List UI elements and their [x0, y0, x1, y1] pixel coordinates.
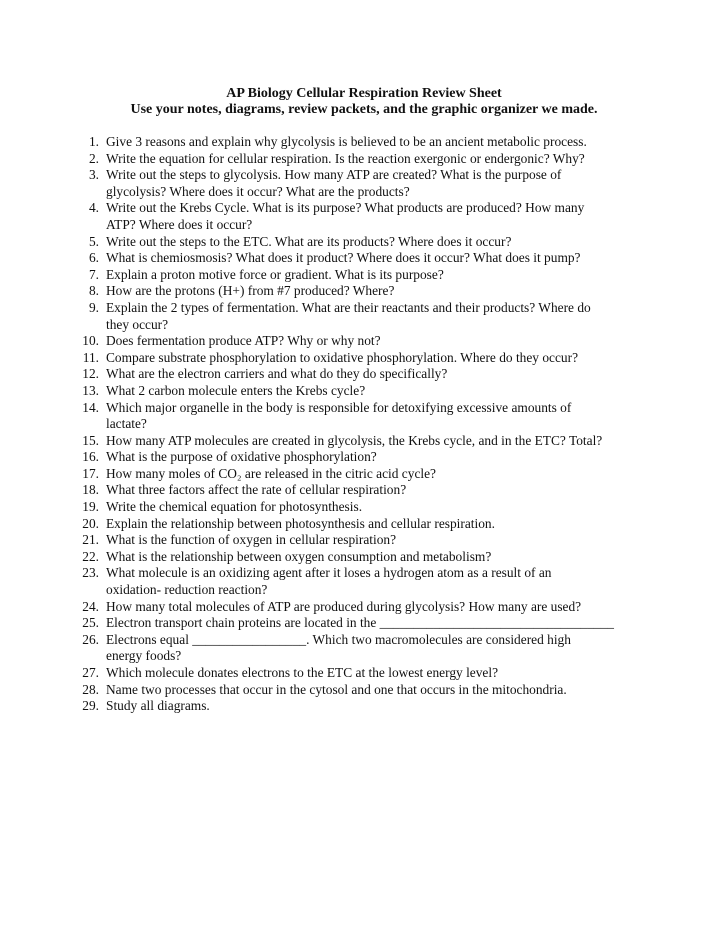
question-text-line: What 2 carbon molecule enters the Krebs cycle? [106, 382, 366, 398]
question-number: 14. [82, 399, 99, 415]
question-text [106, 250, 648, 267]
question-number: 5. [88, 233, 99, 249]
question-item [78, 549, 648, 566]
question-text-line: Name two processes that occur in the cytosol and one that occurs in the mitochondria. [106, 681, 567, 697]
question-text-line: Explain the 2 types of fermentation. What are their reactants and their products? Where do [106, 299, 591, 315]
question-text [106, 134, 648, 151]
worksheet-subtitle: Use your notes, diagrams, review packets, and the graphic organizer we made. [130, 102, 598, 117]
question-text [106, 532, 648, 549]
question-text-line: Which molecule donates electrons to the ETC at the lowest energy level? [106, 665, 499, 680]
question-number: 1. [88, 134, 99, 149]
question-text [106, 167, 648, 200]
question-text-line: oxidation- reduction reaction? [106, 582, 268, 598]
question-number: 4. [88, 200, 99, 216]
question-number: 21. [82, 532, 99, 548]
question-text [106, 565, 648, 598]
question-text-line: Compare substrate phosphorylation to oxidative phosphorylation. Where do they occur? [106, 349, 579, 365]
question-item [78, 300, 648, 333]
question-text-line: Which major organelle in the body is responsible for detoxifying excessive amounts of [106, 399, 572, 415]
question-text-line: Write out the steps to the ETC. What are its products? Where does it occur? [106, 233, 512, 249]
question-text [106, 449, 648, 466]
question-item [78, 615, 648, 632]
question-item [78, 682, 648, 699]
question-number: 10. [82, 333, 99, 349]
question-number: 15. [82, 432, 99, 448]
worksheet-header [0, 86, 728, 118]
question-number: 3. [88, 167, 99, 183]
question-number: 6. [88, 250, 99, 266]
question-item [78, 383, 648, 400]
question-text-line: Write out the Krebs Cycle. What is its purpose? What products are produced? How many [106, 200, 585, 216]
question-item [78, 200, 648, 233]
question-text-line: What is the relationship between oxygen consumption and metabolism? [106, 548, 492, 564]
question-number: 12. [82, 366, 99, 382]
question-number: 23. [82, 565, 99, 581]
question-text [106, 300, 648, 333]
question-text-line: What three factors affect the rate of cellular respiration? [106, 482, 407, 498]
question-item [78, 665, 648, 682]
question-number: 13. [82, 382, 99, 398]
question-number: 17. [82, 465, 99, 481]
question-item [78, 482, 648, 499]
question-item [78, 167, 648, 200]
question-number: 20. [82, 515, 99, 531]
question-item [78, 350, 648, 367]
question-item [78, 466, 648, 483]
question-item [78, 333, 648, 350]
question-text-line: What is the function of oxygen in cellular respiration? [106, 532, 397, 548]
question-text [106, 200, 648, 233]
question-text [106, 283, 648, 300]
question-text-line: they occur? [106, 316, 169, 332]
question-text [106, 234, 648, 251]
question-text [106, 615, 648, 632]
question-text [106, 433, 648, 450]
question-text-line: Write the chemical equation for photosynthesis. [106, 499, 363, 515]
question-item [78, 433, 648, 450]
question-number: 18. [82, 482, 99, 498]
question-text [106, 482, 648, 499]
question-item [78, 532, 648, 549]
question-number: 19. [82, 499, 99, 515]
question-text [106, 516, 648, 533]
question-number: 26. [82, 631, 99, 647]
question-item [78, 283, 648, 300]
question-number: 9. [88, 299, 99, 315]
question-item [78, 449, 648, 466]
question-text [106, 383, 648, 400]
question-text-line: What are the electron carriers and what do they do specifically? [106, 366, 448, 382]
question-item [78, 632, 648, 665]
question-text-line: What is chemiosmosis? What does it product? Where does it occur? What does it pump? [106, 250, 581, 266]
question-text [106, 466, 648, 483]
question-item [78, 134, 648, 151]
question-item [78, 151, 648, 168]
question-text [106, 333, 648, 350]
question-text [106, 267, 648, 284]
question-item [78, 250, 648, 267]
question-item [78, 599, 648, 616]
question-text [106, 549, 648, 566]
question-item [78, 400, 648, 433]
question-number: 2. [88, 150, 99, 166]
question-text [106, 350, 648, 367]
question-text-line: What molecule is an oxidizing agent after it loses a hydrogen atom as a result of an [106, 565, 552, 581]
question-item [78, 565, 648, 598]
question-text [106, 599, 648, 616]
question-item [78, 234, 648, 251]
question-item [78, 267, 648, 284]
question-number: 24. [82, 598, 99, 614]
question-text-line: Does fermentation produce ATP? Why or why not? [106, 333, 381, 349]
question-item [78, 516, 648, 533]
question-number: 8. [88, 283, 99, 299]
question-number: 7. [88, 266, 99, 282]
question-text [106, 151, 648, 168]
question-text-line: How many moles of CO₂ are released in the citric acid cycle? [106, 465, 436, 481]
question-text-line: What is the purpose of oxidative phosphorylation? [106, 449, 377, 465]
question-text-line: Write the equation for cellular respiration. Is the reaction exergonic or endergonic? Why? [106, 150, 585, 166]
question-text-line: Give 3 reasons and explain why glycolysis is believed to be an ancient metabolic process. [106, 134, 587, 149]
question-text-line: glycolysis? Where does it occur? What are the products? [106, 183, 410, 199]
question-number: 11. [82, 349, 99, 365]
question-number: 29. [82, 698, 99, 714]
question-text-line: Electrons equal _________________. Which two macromolecules are considered high [106, 631, 571, 647]
question-text-line: How many total molecules of ATP are produced during glycolysis? How many are used? [106, 598, 582, 614]
question-text-line: Write out the steps to glycolysis. How many ATP are created? What is the purpose of [106, 167, 562, 183]
question-text [106, 698, 648, 715]
question-text-line: How are the protons (H+) from #7 produced? Where? [106, 283, 395, 299]
question-text [106, 682, 648, 699]
question-number: 16. [82, 449, 99, 465]
question-number: 28. [82, 681, 99, 697]
question-item [78, 499, 648, 516]
question-item [78, 698, 648, 715]
question-number: 25. [82, 615, 99, 631]
worksheet-title: AP Biology Cellular Respiration Review Sheet [226, 86, 502, 101]
question-text [106, 400, 648, 433]
question-text [106, 366, 648, 383]
question-text-line: How many ATP molecules are created in glycolysis, the Krebs cycle, and in the ETC? Total? [106, 432, 603, 448]
question-text-line: lactate? [106, 416, 147, 432]
question-text [106, 632, 648, 665]
question-text [106, 665, 648, 682]
question-list [78, 134, 648, 715]
question-text-line: Electron transport chain proteins are located in the ___________________________________ [106, 615, 614, 631]
question-item [78, 366, 648, 383]
question-text-line: ATP? Where does it occur? [106, 216, 253, 232]
question-text-line: Study all diagrams. [106, 698, 210, 714]
question-text [106, 499, 648, 516]
question-number: 22. [82, 548, 99, 564]
question-text-line: Explain a proton motive force or gradient. What is its purpose? [106, 266, 444, 282]
question-text-line: energy foods? [106, 648, 182, 664]
question-text-line: Explain the relationship between photosynthesis and cellular respiration. [106, 515, 495, 531]
question-number: 27. [82, 665, 99, 680]
